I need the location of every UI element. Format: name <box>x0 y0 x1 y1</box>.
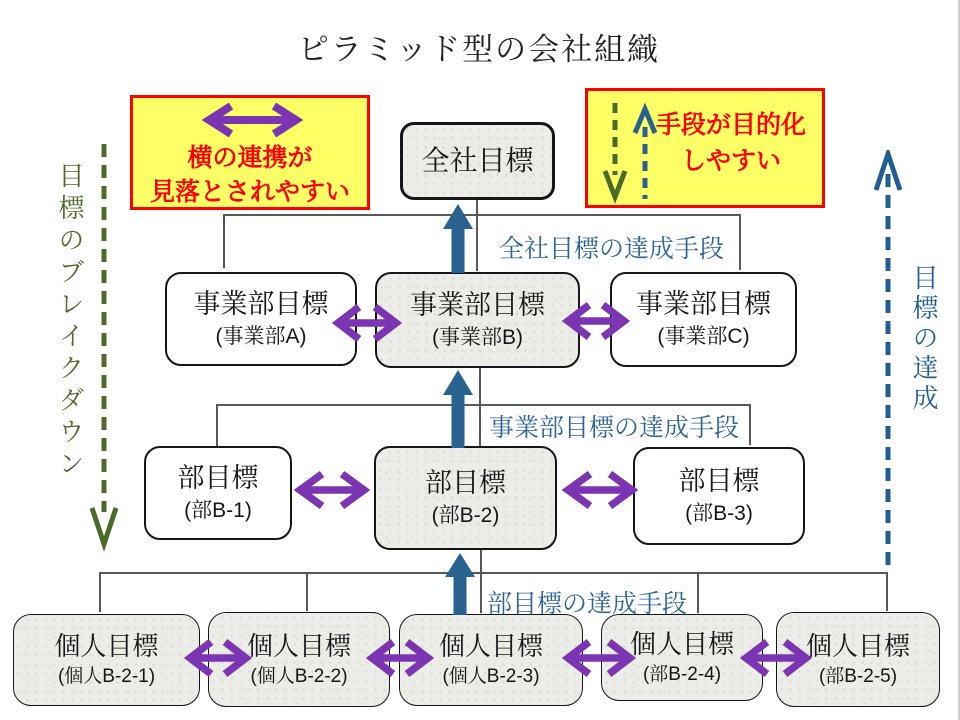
goal-box-individual-1-label: 個人目標 <box>54 631 159 662</box>
goal-box-individual-2-sub: (個人B-2-2) <box>250 665 348 687</box>
callout-means-become-goal <box>585 88 825 208</box>
goal-box-dept-b3 <box>633 447 805 545</box>
goal-box-individual-3-label: 個人目標 <box>438 631 543 662</box>
goal-box-individual-5-label: 個人目標 <box>805 630 910 661</box>
horizontal-double-arrow-icon <box>360 636 440 680</box>
goal-box-dept-b2-label: 部目標 <box>425 467 506 498</box>
goal-box-dept-b3-sub: (部B-3) <box>685 501 753 525</box>
achievement-up-dashed-arrow-icon <box>872 150 904 574</box>
horizontal-double-arrow-icon <box>556 299 636 343</box>
goal-box-division-c-sub: (事業部C) <box>657 325 750 349</box>
dashed-up-down-arrows-icon <box>600 99 670 205</box>
goal-box-dept-b1-sub: (部B-1) <box>184 498 252 522</box>
means-label-division: 事業部目標の達成手段 <box>489 414 740 442</box>
goal-box-division-b-label: 事業部目標 <box>410 289 545 320</box>
goal-box-division-b-sub: (事業部B) <box>432 325 523 349</box>
goal-box-individual-4-sub: (部B-2-4) <box>642 663 722 685</box>
breakdown-down-dashed-arrow-icon <box>88 142 120 554</box>
goal-box-individual-4-label: 個人目標 <box>629 628 734 659</box>
thick-up-arrow-icon <box>441 368 475 448</box>
callout-left-line1: 横の連携が <box>187 144 313 172</box>
thick-up-arrow-icon <box>443 551 477 615</box>
callout-right-line1: 手段が目的化 <box>655 111 806 139</box>
goal-box-individual-2-label: 個人目標 <box>246 630 351 661</box>
goal-box-individual-1 <box>13 614 200 706</box>
goal-box-individual-5-sub: (部B-2-5) <box>818 665 898 687</box>
horizontal-double-arrow-icon <box>556 468 644 512</box>
goal-box-division-c <box>610 272 797 367</box>
goal-box-individual-3-sub: (個人B-2-3) <box>442 666 540 688</box>
callout-left-line2: 見落とされやすい <box>149 178 350 206</box>
goal-box-dept-b1-label: 部目標 <box>177 462 259 493</box>
achievement-label: 目標の達成 <box>909 264 939 414</box>
horizontal-double-arrow-icon <box>556 636 642 680</box>
goal-box-dept-b2-sub: (部B-2) <box>431 503 500 527</box>
horizontal-double-arrow-icon <box>288 468 376 512</box>
goal-box-company <box>400 122 555 200</box>
callout-right-line2: しやすい <box>680 147 781 175</box>
horizontal-double-arrow-icon <box>195 101 310 139</box>
goal-box-division-c-label: 事業部目標 <box>636 289 771 320</box>
goal-box-dept-b2 <box>374 446 557 550</box>
page-title: ピラミッド型の会社組織 <box>297 32 661 67</box>
goal-box-dept-b1 <box>144 446 292 540</box>
goal-box-company-label: 全社目標 <box>421 144 534 176</box>
goal-box-division-a-label: 事業部目標 <box>193 288 329 319</box>
callout-horizontal-link <box>130 95 370 210</box>
goal-box-individual-1-sub: (個人B-2-1) <box>57 666 156 688</box>
breakdown-label: 目標のブレイクダウン <box>55 162 85 482</box>
means-label-company: 全社目標の達成手段 <box>499 235 725 263</box>
goal-box-dept-b3-label: 部目標 <box>678 465 760 496</box>
thick-up-arrow-icon <box>441 202 475 273</box>
horizontal-double-arrow-icon <box>326 301 408 345</box>
means-label-department: 部目標の達成手段 <box>487 590 688 618</box>
horizontal-double-arrow-icon <box>734 636 818 680</box>
horizontal-double-arrow-icon <box>178 636 258 680</box>
goal-box-division-a-sub: (事業部A) <box>215 324 307 348</box>
